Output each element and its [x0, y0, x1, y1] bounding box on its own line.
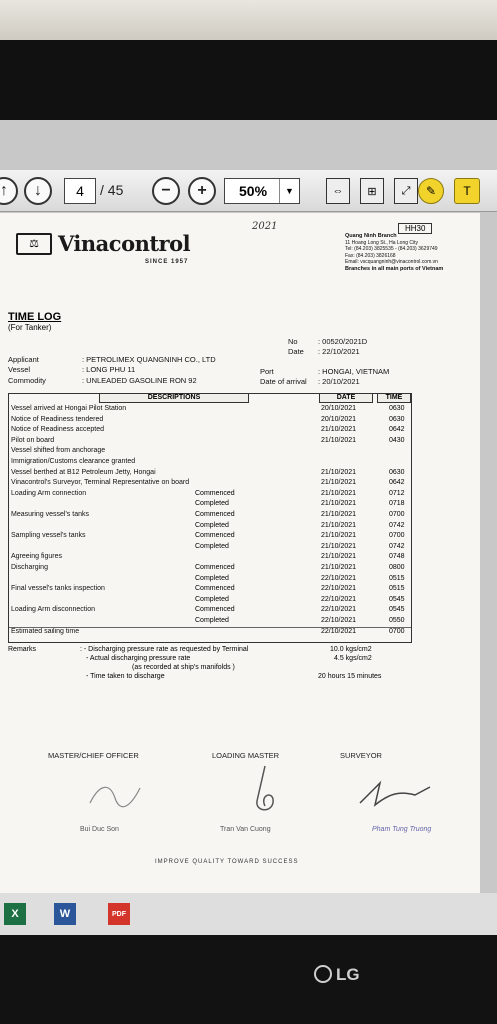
commodity-label: Commodity — [8, 376, 46, 385]
row-time: 0742 — [389, 542, 405, 550]
row-time: 0515 — [389, 574, 405, 582]
port-label: Port — [260, 367, 274, 376]
word-icon[interactable]: W — [54, 903, 76, 925]
row-date: 21/10/2021 — [321, 564, 357, 571]
branch-line: Branches in all main ports of Vietnam — [345, 265, 444, 272]
chevron-down-icon[interactable]: ▼ — [279, 179, 299, 203]
zoom-in-button[interactable]: + — [188, 177, 216, 205]
row-description: Measuring vessel's tanks — [11, 511, 89, 518]
row-time: 0550 — [389, 617, 405, 624]
loading-master-label: LOADING MASTER — [212, 751, 280, 760]
zoom-out-button[interactable]: − — [152, 177, 180, 205]
monitor-bezel-top — [0, 40, 497, 120]
row-date: 21/10/2021 — [321, 479, 357, 487]
excel-icon[interactable]: X — [4, 903, 26, 925]
master-label: MASTER/CHIEF OFFICER — [48, 751, 139, 760]
remarks-label: Remarks — [8, 646, 37, 653]
row-description: Vessel shifted from anchorage — [11, 447, 106, 455]
row-status: Commenced — [195, 606, 235, 614]
applicant-label: Applicant — [8, 355, 39, 364]
row-status: Completed — [195, 574, 229, 582]
row-description: Vinacontrol's Surveyor, Terminal Representative on board — [11, 479, 190, 487]
previous-page-button[interactable]: ↑ — [0, 177, 18, 205]
row-description: Final vessel's tanks inspection — [11, 585, 105, 593]
row-status: Completed — [195, 500, 229, 508]
row-time: 0642 — [389, 426, 405, 434]
header-descriptions: DESCRIPTIONS — [99, 393, 249, 403]
fit-width-icon[interactable]: ⇔ — [326, 178, 350, 204]
page-number-input[interactable]: 4 — [64, 178, 96, 204]
pdf-toolbar — [0, 170, 497, 212]
row-status: Commenced — [195, 564, 235, 571]
vinacontrol-logo — [16, 231, 190, 256]
branch-line: Email: vscquangninh@vinacontrol.com.vn — [345, 259, 438, 265]
row-description: Estimated sailing time — [11, 627, 80, 635]
row-date: 22/10/2021 — [321, 585, 357, 593]
brand-text: LG — [336, 965, 360, 984]
no-label: No — [288, 337, 298, 346]
lg-logo-icon — [314, 965, 332, 983]
row-date: 22/10/2021 — [321, 617, 357, 624]
row-time: 0630 — [389, 468, 405, 476]
table-divider — [9, 627, 411, 628]
row-date: 21/10/2021 — [321, 532, 357, 540]
taskbar — [0, 893, 497, 935]
row-description: Discharging — [11, 564, 48, 571]
row-description: Pilot on board — [11, 436, 55, 444]
header-date: DATE — [319, 393, 373, 403]
master-signature — [80, 773, 150, 813]
row-date: 21/10/2021 — [321, 489, 357, 497]
row-date: 22/10/2021 — [321, 574, 357, 582]
date-label: Date — [288, 347, 304, 356]
loading-master-name: Tran Van Cuong — [220, 826, 271, 833]
row-date: 22/10/2021 — [321, 595, 357, 603]
row-description: Notice of Readiness accepted — [11, 426, 104, 434]
vessel-value: : LONG PHU 11 — [82, 365, 136, 374]
row-time: 0545 — [389, 595, 405, 603]
row-time: 0700 — [389, 627, 405, 635]
row-status: Completed — [195, 595, 229, 603]
row-date: 21/10/2021 — [321, 500, 357, 508]
row-date: 20/10/2021 — [321, 405, 357, 412]
row-status: Completed — [195, 521, 229, 529]
full-screen-icon[interactable]: ⤢ — [394, 178, 418, 204]
date-value: : 22/10/2021 — [318, 347, 360, 356]
row-date: 20/10/2021 — [321, 415, 357, 423]
header-time: TIME — [377, 393, 411, 403]
row-description: Notice of Readiness tendered — [11, 415, 104, 423]
row-time: 0642 — [389, 479, 405, 487]
zoom-select[interactable] — [224, 178, 300, 204]
time-log-table — [8, 393, 412, 643]
branch-line: Fax: (84.203) 3826168 — [345, 252, 396, 259]
doc-subtitle: (For Tanker) — [8, 323, 52, 332]
row-description: Agreeing figures — [11, 553, 62, 561]
row-description: Sampling vessel's tanks — [11, 532, 86, 540]
page-total: / 45 — [100, 182, 124, 198]
background-wall — [0, 0, 497, 40]
row-date: 21/10/2021 — [321, 542, 357, 550]
row-status: Completed — [195, 617, 229, 624]
row-description: Vessel berthed at B12 Petroleum Jetty, Hongai — [11, 468, 156, 476]
zoom-value: 50% — [239, 183, 268, 199]
fit-page-icon[interactable]: ⊞ — [360, 178, 384, 204]
handwritten-year: 2021 — [252, 221, 278, 232]
port-value: : HONGAI, VIETNAM — [318, 367, 390, 376]
row-description: Vessel arrived at Hongai Pilot Station — [11, 405, 127, 412]
branch-info — [345, 233, 475, 272]
row-time: 0700 — [389, 532, 405, 540]
row-time: 0700 — [389, 511, 405, 518]
applicant-value: : PETROLIMEX QUANGNINH CO., LTD — [82, 355, 216, 364]
row-date: 22/10/2021 — [321, 627, 357, 635]
surveyor-name: Pham Tung Truong — [372, 826, 432, 833]
row-status: Commenced — [195, 585, 235, 593]
remarks-value: 20 hours 15 minutes — [318, 673, 382, 680]
no-value: : 00520/2021D — [318, 337, 368, 346]
branch-title: Quang Ninh Branch — [345, 233, 397, 239]
comment-icon[interactable]: ✎ — [418, 178, 444, 204]
remarks-line: (as recorded at ship's manifolds ) — [132, 664, 235, 671]
loading-master-signature — [235, 761, 295, 821]
row-time: 0630 — [389, 405, 405, 412]
vessel-label: Vessel — [8, 365, 31, 374]
master-name: Bui Duc Son — [80, 826, 119, 833]
row-status: Commenced — [195, 489, 235, 497]
surveyor-signature — [355, 773, 435, 813]
row-date: 21/10/2021 — [321, 426, 357, 434]
row-date: 21/10/2021 — [321, 468, 357, 476]
pdf-icon[interactable]: PDF — [108, 903, 130, 925]
remarks-value: 4.5 kgs/cm2 — [334, 655, 372, 662]
footer-slogan: IMPROVE QUALITY TOWARD SUCCESS — [155, 859, 299, 865]
surveyor-label: SURVEYOR — [340, 751, 382, 760]
text-tool-icon[interactable]: T — [454, 178, 480, 204]
since-text: SINCE 1957 — [145, 259, 189, 265]
row-time: 0800 — [389, 564, 405, 571]
row-date: 21/10/2021 — [321, 436, 357, 444]
row-description: Immigration/Customs clearance granted — [11, 458, 136, 465]
remarks-line: : - Discharging pressure rate as requested by Terminal — [80, 646, 249, 653]
row-status: Commenced — [195, 532, 235, 540]
row-status: Completed — [195, 542, 229, 550]
row-time: 0718 — [389, 500, 405, 508]
arrival-label: Date of arrival — [260, 377, 307, 386]
monitor-screen — [0, 120, 497, 935]
arrival-value: : 20/10/2021 — [318, 377, 360, 386]
row-date: 21/10/2021 — [321, 511, 357, 518]
row-date: 21/10/2021 — [321, 521, 357, 529]
commodity-value: : UNLEADED GASOLINE RON 92 — [82, 376, 197, 385]
row-time: 0712 — [389, 489, 405, 497]
row-time: 0742 — [389, 521, 405, 529]
row-time: 0545 — [389, 606, 405, 614]
pdf-page — [0, 213, 480, 933]
form-code: HH30 — [398, 223, 432, 234]
row-time: 0515 — [389, 585, 405, 593]
row-date: 21/10/2021 — [321, 553, 357, 561]
row-time: 0630 — [389, 415, 405, 423]
row-time: 0748 — [389, 553, 405, 561]
next-page-button[interactable]: ↓ — [24, 177, 52, 205]
branch-line: Tel: (84.203) 3825535 - (84.203) 3629749 — [345, 246, 438, 252]
row-time: 0430 — [389, 436, 405, 444]
monitor-brand — [314, 965, 360, 985]
company-name: Vinacontrol — [58, 231, 191, 256]
row-status: Commenced — [195, 511, 235, 518]
remarks-line: - Actual discharging pressure rate — [86, 655, 191, 662]
row-date: 22/10/2021 — [321, 606, 357, 614]
row-description: Loading Arm disconnection — [11, 606, 96, 614]
remarks-line: - Time taken to discharge — [86, 673, 165, 680]
remarks-value: 10.0 kgs/cm2 — [330, 646, 372, 653]
row-description: Loading Arm connection — [11, 489, 87, 497]
monitor-bezel-bottom — [0, 935, 497, 1024]
doc-title: TIME LOG — [8, 311, 62, 323]
logo-icon: ⚖ — [16, 233, 52, 255]
branch-line: 11 Hoang Long St., Ha Long City — [345, 239, 419, 246]
